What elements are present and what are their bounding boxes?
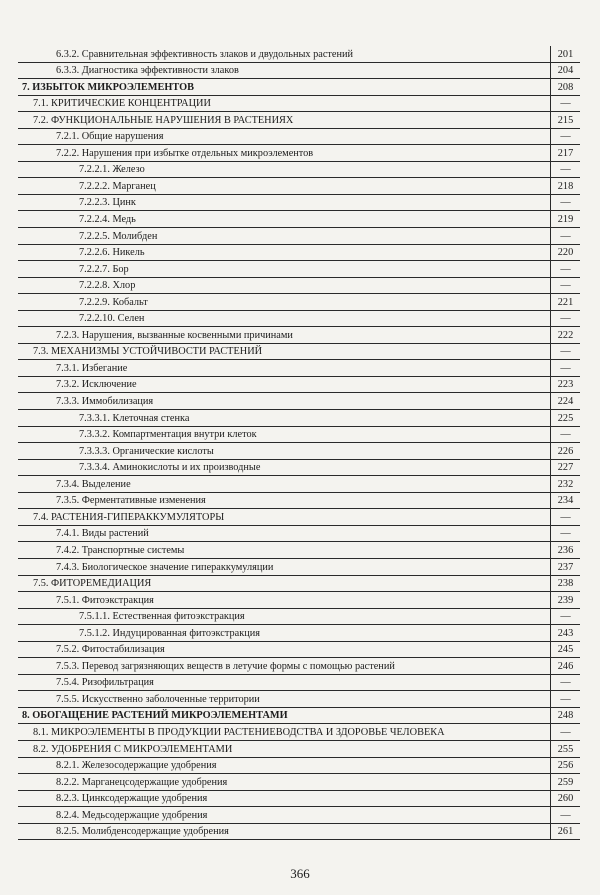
toc-entry-title: 7.3.2. Исключение [56,379,137,391]
toc-entry-page: 220 [557,247,574,259]
toc-page-cell [550,228,580,244]
toc-page-cell [550,526,580,542]
toc-entry-page: 256 [557,760,574,772]
toc-entry-page: 234 [557,495,574,507]
toc-page-cell [550,377,580,393]
toc-entry-page: 232 [557,478,574,490]
toc-entry-page: — [560,263,571,275]
toc-entry-page: — [560,362,571,374]
toc-row [18,112,580,129]
toc-row [18,526,580,543]
table-of-contents [18,46,580,840]
toc-page-cell [550,443,580,459]
toc-entry-page: 223 [557,379,574,391]
toc-page-cell [550,592,580,608]
toc-entry-title: 7.3.5. Ферментативные изменения [56,495,206,507]
toc-row [18,509,580,526]
toc-entry-page: 245 [557,644,574,656]
toc-row [18,311,580,328]
toc-row [18,791,580,808]
toc-row [18,211,580,228]
toc-entry-title: 7.2.2.5. Молибден [79,230,158,242]
toc-page-cell [550,509,580,525]
toc-entry-page: — [560,528,571,540]
toc-entry-title: 8.2.5. Молибденсодержащие удобрения [56,826,229,838]
toc-page-cell [550,542,580,558]
toc-page-cell [550,360,580,376]
toc-row [18,774,580,791]
toc-page-cell [550,460,580,476]
toc-entry-page: 217 [557,147,574,159]
toc-page-cell [550,112,580,128]
toc-entry-title: 7.2.2.6. Никель [79,247,145,259]
toc-entry-page: — [560,346,571,358]
toc-page-cell [550,658,580,674]
toc-page-cell [550,344,580,360]
toc-page-cell [550,493,580,509]
toc-row [18,393,580,410]
toc-entry-page: 259 [557,776,574,788]
toc-page-cell [550,675,580,691]
toc-row [18,493,580,510]
toc-entry-title: 7.2.2.8. Хлор [79,280,136,292]
toc-page-cell [550,79,580,95]
toc-row [18,559,580,576]
toc-row [18,625,580,642]
toc-row [18,96,580,113]
toc-page-cell [550,476,580,492]
toc-entry-title: 8.2. УДОБРЕНИЯ С МИКРОЭЛЕМЕНТАМИ [33,743,233,755]
page-number: 366 [290,866,310,881]
toc-page-cell [550,576,580,592]
toc-row [18,228,580,245]
toc-entry-title: 7.1. КРИТИЧЕСКИЕ КОНЦЕНТРАЦИИ [33,98,211,110]
toc-page-cell [550,824,580,840]
toc-entry-title: 7.3. МЕХАНИЗМЫ УСТОЙЧИВОСТИ РАСТЕНИЙ [33,346,263,358]
toc-entry-page: — [560,131,571,143]
toc-row [18,592,580,609]
toc-row [18,294,580,311]
toc-entry-title: 8.2.3. Цинксодержащие удобрения [56,793,208,805]
toc-row [18,658,580,675]
toc-page-cell [550,195,580,211]
toc-row [18,807,580,824]
toc-row [18,460,580,477]
toc-row [18,145,580,162]
toc-entry-title: 7.5.1.1. Естественная фитоэкстракция [79,611,245,623]
toc-entry-title: 7.2.2.9. Кобальт [79,296,148,308]
toc-entry-title: 7.2.2.10. Селен [79,313,145,325]
toc-entry-page: — [560,280,571,292]
toc-entry-page: — [560,511,571,523]
toc-entry-title: 7.5. ФИТОРЕМЕДИАЦИЯ [33,578,152,590]
toc-entry-page: 236 [557,544,574,556]
toc-entry-page: — [560,677,571,689]
toc-entry-page: 225 [557,412,574,424]
toc-entry-title: 7.5.1. Фитоэкстракция [56,594,154,606]
toc-row [18,691,580,708]
toc-entry-page: 239 [557,594,574,606]
toc-entry-page: — [560,429,571,441]
toc-entry-page: — [560,726,571,738]
toc-entry-title: 7.5.1.2. Индуцированная фитоэкстракция [79,627,260,639]
toc-row [18,46,580,63]
toc-entry-title: 7.3.3.4. Аминокислоты и их производные [79,462,261,474]
toc-row [18,195,580,212]
toc-row [18,443,580,460]
toc-entry-page: — [560,98,571,110]
toc-entry-title: 7.4.2. Транспортные системы [56,544,185,556]
toc-row [18,129,580,146]
toc-entry-page: 224 [557,396,574,408]
toc-entry-title: 7. ИЗБЫТОК МИКРОЭЛЕМЕНТОВ [22,81,194,93]
toc-entry-title: 7.2. ФУНКЦИОНАЛЬНЫЕ НАРУШЕНИЯ В РАСТЕНИЯХ [33,114,294,126]
toc-entry-title: 7.4. РАСТЕНИЯ-ГИПЕРАККУМУЛЯТОРЫ [33,511,225,523]
toc-entry-title: 8.2.2. Марганецсодержащие удобрения [56,776,228,788]
toc-entry-page: 219 [557,214,574,226]
toc-page-cell [550,410,580,426]
toc-row [18,427,580,444]
toc-entry-page: 222 [557,329,574,341]
toc-page-cell [550,691,580,707]
toc-row [18,476,580,493]
toc-entry-page: 215 [557,114,574,126]
toc-entry-page: — [560,164,571,176]
toc-row [18,377,580,394]
toc-entry-title: 7.2.2.1. Железо [79,164,145,176]
toc-entry-page: 204 [557,65,574,77]
toc-row [18,178,580,195]
toc-row [18,410,580,427]
toc-row [18,542,580,559]
toc-entry-page: 261 [557,826,574,838]
toc-entry-title: 7.3.3.1. Клеточная стенка [79,412,190,424]
toc-page-cell [550,46,580,62]
toc-entry-title: 7.2.1. Общие нарушения [56,131,164,143]
toc-entry-page: — [560,809,571,821]
toc-entry-title: 7.5.5. Искусственно заболоченные территории [56,693,260,705]
toc-entry-page: 227 [557,462,574,474]
toc-row [18,63,580,80]
toc-entry-title: 7.2.2.3. Цинк [79,197,136,209]
toc-entry-page: 243 [557,627,574,639]
toc-page-cell [550,625,580,641]
toc-page-cell [550,278,580,294]
toc-page-cell [550,63,580,79]
toc-entry-page: 238 [557,578,574,590]
toc-page-cell [550,261,580,277]
toc-entry-title: 8.1. МИКРОЭЛЕМЕНТЫ В ПРОДУКЦИИ РАСТЕНИЕВОДСТВА И ЗДОРОВЬЕ ЧЕЛОВЕКА [33,726,445,738]
toc-entry-page: — [560,313,571,325]
toc-row [18,576,580,593]
toc-page-cell [550,178,580,194]
toc-page-cell [550,609,580,625]
toc-entry-title: 7.4.3. Биологическое значение гипераккумуляции [56,561,274,573]
toc-entry-page: 248 [557,710,574,722]
toc-row [18,708,580,725]
toc-entry-page: 260 [557,793,574,805]
toc-page-cell [550,774,580,790]
toc-entry-page: 255 [557,743,574,755]
toc-entry-page: 237 [557,561,574,573]
toc-entry-page: — [560,611,571,623]
toc-page-cell [550,791,580,807]
toc-page-cell [550,96,580,112]
toc-entry-title: 7.3.3.3. Органические кислоты [79,445,214,457]
toc-entry-page: 226 [557,445,574,457]
toc-entry-title: 8.2.4. Медьсодержащие удобрения [56,809,208,821]
toc-entry-title: 6.3.2. Сравнительная эффективность злаков и двудольных растений [56,48,354,60]
toc-page-cell [550,162,580,178]
toc-entry-title: 7.3.4. Выделение [56,478,131,490]
toc-entry-title: 7.5.3. Перевод загрязняющих веществ в летучие формы с помощью растений [56,660,395,672]
toc-entry-title: 7.3.1. Избегание [56,362,128,374]
toc-entry-title: 8. ОБОГАЩЕНИЕ РАСТЕНИЙ МИКРОЭЛЕМЕНТАМИ [22,710,288,722]
toc-page-cell [550,129,580,145]
toc-entry-page: 201 [557,48,574,60]
toc-entry-title: 7.2.2.7. Бор [79,263,129,275]
toc-entry-title: 7.5.2. Фитостабилизация [56,644,165,656]
toc-row [18,609,580,626]
toc-entry-title: 6.3.3. Диагностика эффективности злаков [56,65,239,77]
toc-row [18,758,580,775]
toc-page-cell [550,559,580,575]
toc-row [18,724,580,741]
toc-entry-title: 8.2.1. Железосодержащие удобрения [56,760,217,772]
toc-entry-page: 218 [557,180,574,192]
toc-page-cell [550,807,580,823]
toc-page-cell [550,294,580,310]
toc-page-cell [550,427,580,443]
toc-page-cell [550,211,580,227]
toc-page-cell [550,145,580,161]
toc-page-cell [550,642,580,658]
toc-row [18,261,580,278]
toc-entry-title: 7.2.3. Нарушения, вызванные косвенными причинами [56,329,293,341]
toc-entry-page: — [560,230,571,242]
toc-entry-page: 246 [557,660,574,672]
toc-row [18,741,580,758]
toc-entry-title: 7.2.2. Нарушения при избытке отдельных микроэлементов [56,147,314,159]
toc-entry-title: 7.2.2.4. Медь [79,214,136,226]
toc-entry-page: — [560,197,571,209]
toc-row [18,162,580,179]
toc-row [18,327,580,344]
toc-entry-title: 7.2.2.2. Марганец [79,180,156,192]
toc-entry-title: 7.5.4. Ризофильтрация [56,677,154,689]
toc-page-cell [550,708,580,724]
toc-entry-page: — [560,693,571,705]
toc-row [18,245,580,262]
toc-page-cell [550,758,580,774]
toc-page-cell [550,741,580,757]
toc-row [18,675,580,692]
toc-page-cell [550,311,580,327]
toc-page-cell [550,245,580,261]
toc-entry-title: 7.3.3.2. Компартментация внутри клеток [79,429,257,441]
toc-row [18,642,580,659]
toc-page-cell [550,724,580,740]
toc-entry-title: 7.4.1. Виды растений [56,528,149,540]
toc-row [18,344,580,361]
toc-page-cell [550,393,580,409]
toc-row [18,79,580,96]
toc-entry-page: 221 [557,296,574,308]
toc-entry-title: 7.3.3. Иммобилизация [56,396,154,408]
toc-row [18,278,580,295]
toc-page-cell [550,327,580,343]
toc-row [18,360,580,377]
toc-row [18,824,580,841]
toc-entry-page: 208 [557,81,574,93]
